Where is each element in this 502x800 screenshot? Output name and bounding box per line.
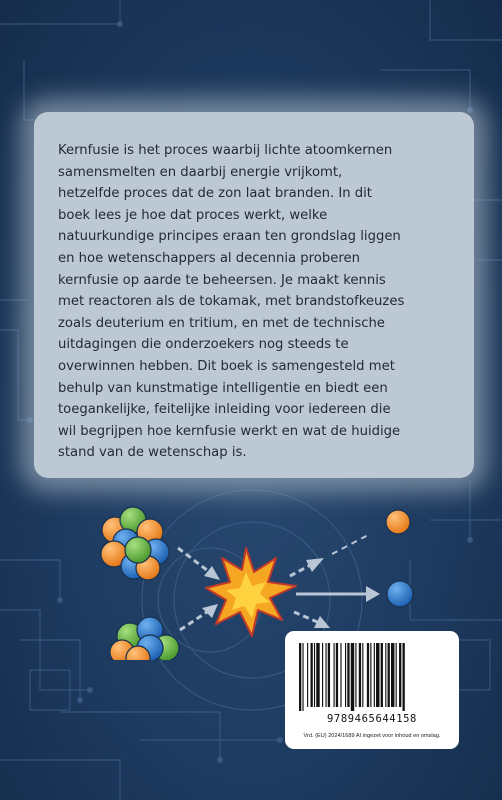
barcode-bar xyxy=(359,643,361,707)
barcode-bar xyxy=(299,643,301,711)
barcode-bar xyxy=(340,643,341,707)
barcode-bars xyxy=(299,643,445,711)
barcode-bar xyxy=(302,643,303,711)
barcode-bar xyxy=(334,643,335,707)
barcode-bar xyxy=(381,643,383,707)
barcode-bar xyxy=(325,643,326,707)
barcode-bar xyxy=(396,643,397,707)
neutron-icon xyxy=(387,581,413,607)
barcode-bar xyxy=(367,643,369,707)
barcode-bar xyxy=(370,643,371,707)
arrow-icon xyxy=(290,534,380,628)
barcode-bar xyxy=(362,643,363,707)
isbn-number: 9789465644158 xyxy=(327,713,417,725)
barcode-bar xyxy=(314,643,315,707)
fusion-burst-icon xyxy=(206,548,296,636)
barcode-bar xyxy=(355,643,356,707)
barcode-bar xyxy=(399,643,401,707)
barcode-bar xyxy=(307,643,308,707)
barcode-bar xyxy=(336,643,338,707)
atom-nucleus-icon xyxy=(110,617,179,660)
barcode-bar xyxy=(351,643,354,711)
barcode-bar xyxy=(316,643,319,707)
barcode-bar xyxy=(322,643,323,707)
barcode-bar xyxy=(345,643,346,707)
barcode-box xyxy=(285,631,459,749)
atom-nucleus-icon xyxy=(101,507,169,580)
ai-legal-note: Vrd. (EU) 2024/1689 AI ingezet voor inhoud en omslag. xyxy=(303,733,441,739)
barcode-bar xyxy=(376,643,379,707)
barcode-bar xyxy=(385,643,386,707)
barcode-bar xyxy=(328,643,330,707)
barcode-bar xyxy=(388,643,390,707)
barcode-bar xyxy=(311,643,313,707)
barcode-bar xyxy=(403,643,405,711)
barcode-bar xyxy=(391,643,394,707)
blurb-text: Kernfusie is het proces waarbij lichte atoomkernen samensmelten en daarbij energie vrijkomt, hetzelfde proces dat de zon laat branden. In dit boek lees je hoe dat proces werkt, welke natuurkundige principes eraan ten grondslag liggen en hoe wetenschappers al decennia proberen kernfusie op aarde te beheersen. Je maakt kennis met reactoren als de tokamak, met brandstofkeuzes zoals deuterium en tritium, en met de technische uitdagingen die onderzoekers nog steeds te overwinnen hebben. Dit boek is samengesteld met behulp van kunstmatige intelligentie en biedt een toegankelijke, feitelijke inleiding voor iedereen die wil begrijpen hoe kernfusie werkt en wat de huidige stand van de wetenschap is. xyxy=(58,143,405,461)
barcode-bar xyxy=(347,643,349,707)
barcode-bar xyxy=(374,643,375,707)
helium-icon xyxy=(386,510,410,534)
